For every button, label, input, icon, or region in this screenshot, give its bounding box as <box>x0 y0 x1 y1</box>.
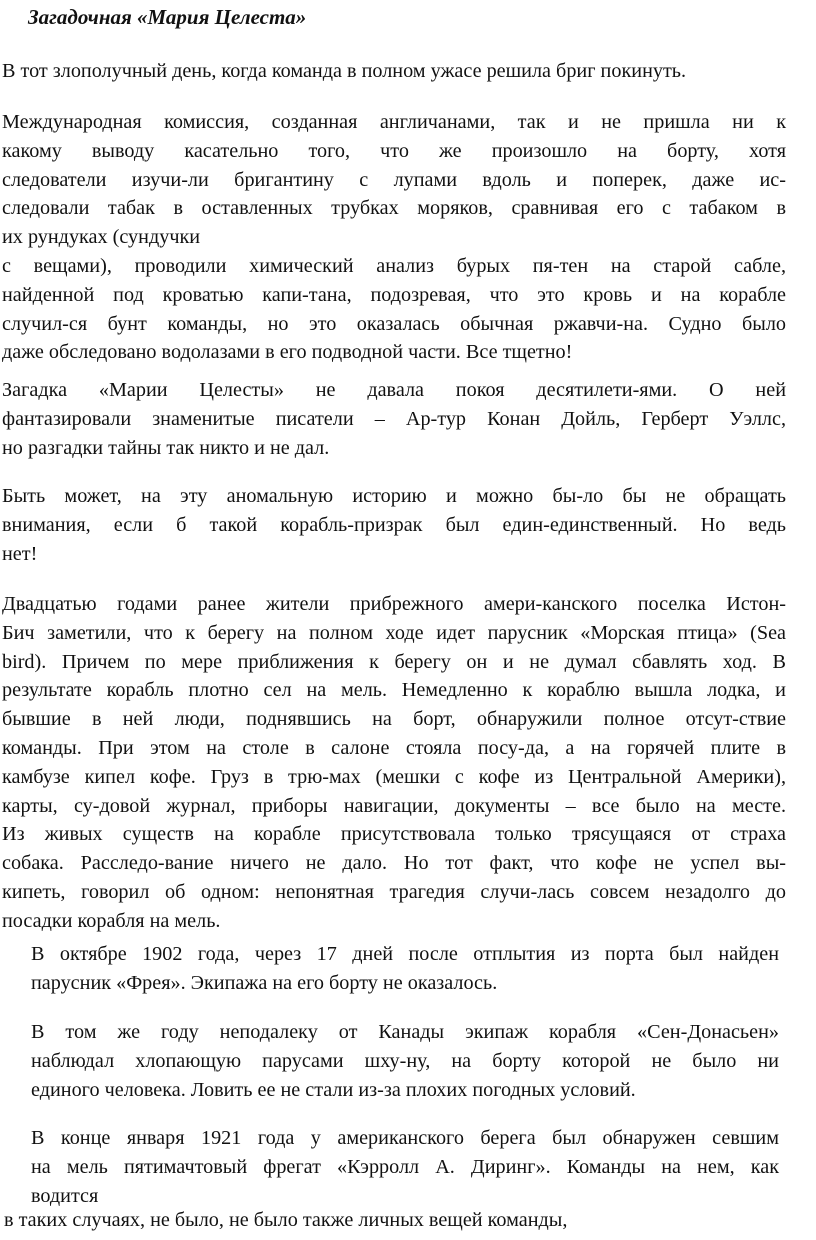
text-line: команды. При этом на столе в салоне стояла посу-да, а на горячей плите в <box>2 736 786 759</box>
paragraph-2 <box>2 108 786 367</box>
text-line: случил-ся бунт команды, но это оказалась обычная ржавчи-на. Судно было <box>2 312 786 335</box>
text-line: Международная комиссия, созданная англичанами, так и не пришла ни к <box>2 111 786 133</box>
text-line: Загадка «Марии Целесты» не давала покоя десятилети-ями. О ней <box>2 379 786 401</box>
text-line: В октябре 1902 года, через 17 дней после отплытия из порта был найден <box>31 943 779 965</box>
text-line: карты, су-довой журнал, приборы навигации, документы – все было на месте. <box>2 794 786 817</box>
paragraph-7 <box>31 1018 779 1104</box>
text-line: на мель пятимачтовый фрегат «Кэрролл А. Диринг». Команды на нем, как <box>31 1155 779 1178</box>
text-line: Двадцатью годами ранее жители прибрежного амери-канского поселка Истон- <box>2 593 786 615</box>
text-line: бывшие в ней люди, поднявшись на борт, обнаружили полное отсут-ствие <box>2 708 786 731</box>
text-line: bird). Причем по мере приближения к берегу он и не думал сбавлять ход. В <box>2 650 786 673</box>
paragraph-4 <box>2 482 786 568</box>
text-line: посадки корабля на мель. <box>2 909 221 932</box>
text-line: наблюдал хлопающую парусами шху-ну, на борту которой не было ни <box>31 1049 779 1072</box>
text-line: найденной под кроватью капи-тана, подозревая, что это кровь и на корабле <box>2 283 786 306</box>
text-line: единого человека. Ловить ее не стали из-за плохих погодных условий. <box>31 1078 636 1101</box>
text-line: внимания, если б такой корабль-призрак был един-единственный. Но ведь <box>2 513 786 536</box>
text-line: собака. Расследо-вание ничего не дало. Но тот факт, что кофе не успел вы- <box>2 852 786 875</box>
paragraph-9 <box>4 1206 788 1235</box>
text-line: В тот злополучный день, когда команда в полном ужасе решила бриг покинуть. <box>2 60 687 82</box>
text-line: с вещами), проводили химический анализ бурых пя-тен на старой сабле, <box>2 254 786 277</box>
text-line: какому выводу касательно того, что же произошло на борту, хотя <box>2 139 786 162</box>
text-line: парусник «Фрея». Экипажа на его борту не оказалось. <box>31 971 498 994</box>
text-line: в таких случаях, не было, не было также личных вещей команды, <box>4 1209 568 1231</box>
text-line: их рундуках (сундучки <box>2 226 201 249</box>
text-line: но разгадки тайны так никто и не дал. <box>2 436 330 459</box>
paragraph-5 <box>2 590 786 936</box>
document-title: Загадочная «Мария Целеста» <box>28 5 307 29</box>
text-line: Бич заметили, что к берегу на полном ходе идет парусник «Морская птица» (Sea <box>2 621 786 644</box>
paragraph-1 <box>2 57 786 86</box>
text-line: фантазировали знаменитые писатели – Ар-тур Конан Дойль, Герберт Уэллс, <box>2 407 786 430</box>
text-line: результате корабль плотно сел на мель. Немедленно к кораблю вышла лодка, и <box>2 679 786 702</box>
text-line: кипеть, говорил об одном: непонятная трагедия случи-лась совсем незадолго до <box>2 880 786 903</box>
text-line: В том же году неподалеку от Канады экипаж корабля «Сен-Донасьен» <box>31 1021 779 1043</box>
paragraph-8 <box>31 1124 779 1210</box>
text-line: камбузе кипел кофе. Груз в трю-мах (мешки с кофе из Центральной Америки), <box>2 765 786 788</box>
text-line: Быть может, на эту аномальную историю и можно бы-ло бы не обращать <box>2 485 786 507</box>
text-line: даже обследовано водолазами в его подводной части. Все тщетно! <box>2 341 573 364</box>
paragraph-3 <box>2 376 786 462</box>
text-line: Из живых существ на корабле присутствовала только трясущаяся от страха <box>2 823 786 846</box>
text-line: следователи изучи-ли бригантину с лупами вдоль и поперек, даже ис- <box>2 168 786 191</box>
text-line: нет! <box>2 542 38 565</box>
text-line: водится <box>31 1184 99 1207</box>
paragraph-6 <box>31 940 779 998</box>
text-line: В конце января 1921 года у американского берега был обнаружен севшим <box>31 1127 779 1149</box>
text-line: следовали табак в оставленных трубках моряков, сравнивая его с табаком в <box>2 197 786 220</box>
